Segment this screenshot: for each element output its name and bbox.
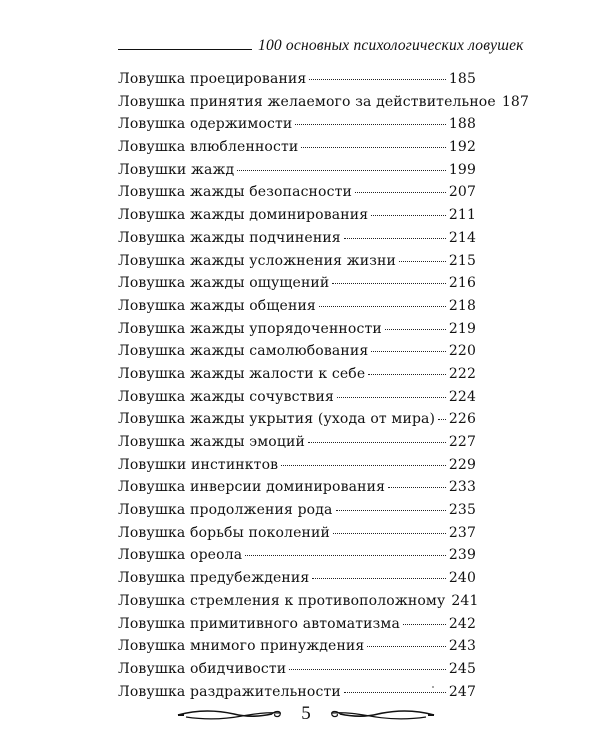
toc-entry-page: 185 [448,71,476,87]
toc-entry-page: 224 [448,388,476,405]
toc-entry[interactable] [118,590,479,613]
toc-entry-title: Ловушка влюбленности [118,139,299,156]
toc-entry[interactable] [118,522,476,545]
flourish-ornament-icon [328,706,436,722]
toc-entry[interactable] [118,635,476,658]
header-rule [118,49,252,50]
toc-entry-page: 192 [448,139,476,156]
toc-entry-title: Ловушка жажды укрытия (ухода от мира) [118,411,436,428]
toc-entry-page: 233 [448,479,476,496]
toc-entry-title: Ловушки инстинктов [118,456,279,473]
dot-leader [309,78,445,80]
toc-entry-page: 241 [451,592,479,609]
toc-entry[interactable] [118,340,476,363]
toc-entry-title: Ловушка примитивного автоматизма [118,615,400,632]
dot-leader [281,464,446,466]
toc-entry-title: Ловушка жажды самолюбования [118,343,369,360]
toc-entry-title: Ловушка жажды сочувствия [118,388,334,405]
toc-entry-title: Ловушка жажды ощущений [118,275,330,292]
dot-leader [295,123,445,125]
toc-entry[interactable] [118,68,476,91]
toc-entry[interactable] [118,454,476,477]
toc-entry[interactable] [118,408,476,431]
toc-entry[interactable] [118,613,476,636]
running-header-title: 100 основных психологических ловушек [258,37,524,54]
dot-leader [245,554,446,556]
dot-leader [344,691,446,693]
toc-entry[interactable] [118,181,476,204]
toc-entry-page: 199 [448,161,476,178]
toc-entry-title: Ловушка предубеждения [118,570,310,587]
toc-entry-title: Ловушка принятия желаемого за действительное [118,93,496,110]
toc-entry-title: Ловушка стремления к противоположному [118,592,446,609]
toc-entry[interactable] [118,136,476,159]
page-footer [176,700,436,730]
toc-entry-title: Ловушки жажд [118,161,235,178]
toc-entry-page: 237 [448,524,476,541]
dot-leader [237,169,446,171]
dot-leader [385,328,446,330]
scan-speck [432,686,434,688]
toc-entry-title: Ловушка жажды упорядоченности [118,320,382,337]
toc-entry-title: Ловушка жажды доминирования [118,207,369,224]
toc-entry-title: Ловушка продолжения рода [118,502,333,519]
toc-entry-page: 239 [448,547,476,564]
dot-leader [368,373,446,375]
dot-leader [355,191,446,193]
toc-entry-page: 216 [448,275,476,292]
dot-leader [308,441,446,443]
toc-entry[interactable] [118,499,476,522]
toc-entry-page: 243 [448,638,476,655]
toc-entry[interactable] [118,272,476,295]
dot-leader [289,668,446,670]
toc-entry-title: Ловушка обидчивости [118,660,287,677]
toc-entry-page: 187 [501,93,529,110]
dot-leader [371,214,446,216]
toc-entry[interactable] [118,544,476,567]
toc-entry-title: Ловушка ореола [118,547,243,564]
toc-entry[interactable] [118,204,476,227]
toc-entry-page: 188 [448,116,476,133]
toc-entry-page: 220 [448,343,476,360]
dot-leader [403,623,446,625]
page-number: 5 [301,703,311,724]
toc-entry-page: 235 [448,502,476,519]
toc-entry-title: Ловушка жажды безопасности [118,184,352,201]
toc-entry-page: 229 [448,456,476,473]
dot-leader [332,282,445,284]
dot-leader [388,486,446,488]
toc-entry-title: Ловушка жажды подчинения [118,229,341,246]
toc-entry[interactable] [118,91,529,114]
table-of-contents [118,68,529,703]
toc-entry-page: 214 [448,229,476,246]
dot-leader [319,305,446,307]
toc-entry[interactable] [118,159,476,182]
toc-entry-title: Ловушка борьбы поколений [118,524,330,541]
dot-leader [371,350,445,352]
toc-entry-title: Ловушка жажды жалости к себе [118,365,366,382]
toc-entry-title: Ловушка раздражительности [118,683,341,700]
toc-entry-title: Ловушка жажды общения [118,297,316,314]
toc-entry-page: 242 [448,615,476,632]
dot-leader [301,146,445,148]
toc-entry-page: 222 [448,365,476,382]
toc-entry[interactable] [118,386,476,409]
toc-entry[interactable] [118,295,476,318]
toc-entry-title: Ловушка жажды эмоций [118,434,305,450]
toc-entry-page: 219 [448,320,476,337]
toc-entry-page: 247 [448,683,476,700]
toc-entry[interactable] [118,113,476,136]
toc-entry[interactable] [118,250,476,273]
dot-leader [399,260,446,262]
toc-entry-page: 240 [448,570,476,587]
toc-entry-page: 245 [448,660,476,677]
toc-entry[interactable] [118,318,476,341]
toc-entry[interactable] [118,227,476,250]
toc-entry-title: Ловушка проецирования [118,71,307,87]
dot-leader [336,509,446,511]
toc-entry-page: 211 [448,207,476,224]
toc-entry-page: 218 [448,297,476,314]
toc-entry-page: 207 [448,184,476,201]
toc-entry-title: Ловушка одержимости [118,116,293,133]
dot-leader [344,237,446,239]
toc-entry[interactable] [118,567,476,590]
toc-entry-title: Ловушка мнимого принуждения [118,638,365,655]
dot-leader [337,396,446,398]
dot-leader [333,532,446,534]
toc-entry[interactable] [118,363,476,386]
toc-entry-title: Ловушка жажды усложнения жизни [118,252,396,269]
toc-entry[interactable] [118,658,476,681]
toc-entry-page: 226 [448,411,476,428]
toc-entry[interactable] [118,476,476,499]
dot-leader [312,577,445,579]
toc-entry-page: 215 [448,252,476,269]
toc-entry-title: Ловушка инверсии доминирования [118,479,386,496]
dot-leader [367,645,445,647]
toc-entry[interactable] [118,431,476,454]
running-header [118,36,524,58]
dot-leader [438,418,446,420]
toc-entry-page: 227 [448,434,476,450]
